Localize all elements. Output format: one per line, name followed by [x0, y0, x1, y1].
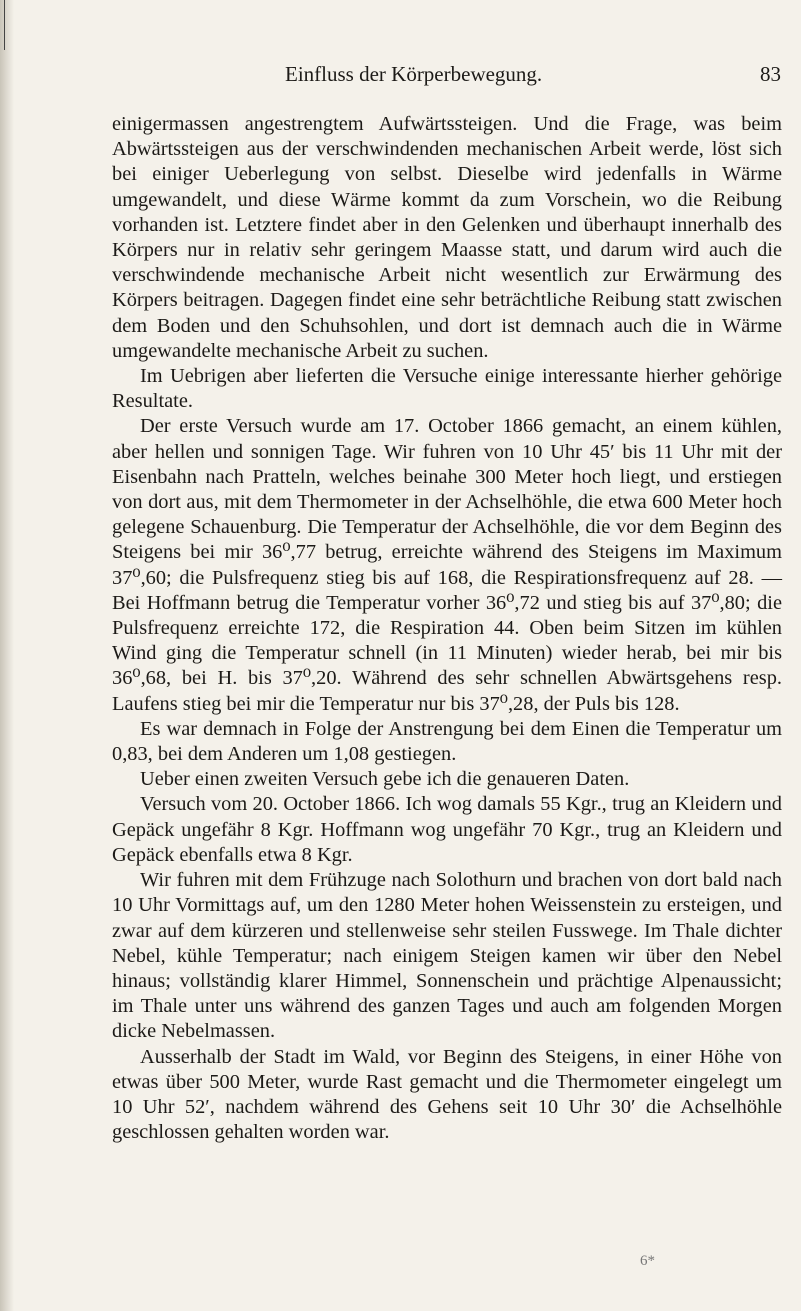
paragraph-3: Der erste Versuch wurde am 17. October 1866 gemacht, an einem kühlen, aber hellen und sonnigen Tage. Wir fuhren von 10 Uhr 45′ bis 11 Uhr mit der Eisenbahn nach Pratteln, welches beinahe 300 Meter hoch liegt, und erstiegen von dort aus, mit dem Thermometer in der Achselhöhle, die etwa 600 Meter hoch gelegene Schauenburg. Die Temperatur der Achselhöhle, die vor dem Beginn des Steigens bei mir 36⁰,77 betrug, erreichte während des Steigens im Maximum 37⁰,60; die Pulsfrequenz stieg bis auf 168, die Respirationsfrequenz auf 28. — Bei Hoffmann betrug die Temperatur vorher 36⁰,72 und stieg bis auf 37⁰,80; die Pulsfrequenz erreichte 172, die Respiration 44. Oben beim Sitzen im kühlen Wind ging die Temperatur schnell (in 11 Minuten) wieder herab, bei mir bis 36⁰,68, bei H. bis 37⁰,20. Während des sehr schnellen Abwärtsgehens resp. Laufens stieg bei mir die Temperatur nur bis 37⁰,28, der Puls bis 128.	[112, 415, 782, 715]
page-edge-line	[4, 0, 5, 50]
signature-mark: 6*	[640, 1253, 655, 1269]
paragraph-1: einigermassen angestrengtem Aufwärtssteigen. Und die Frage, was beim Abwärtssteigen aus der verschwindenden mechanischen Arbeit werde, löst sich bei einiger Ueberlegung von selbst. Dieselbe wird jedenfalls in Wärme umgewandelt, und diese Wärme kommt da zum Vorschein, wo die Reibung vorhanden ist. Letztere findet aber in den Gelenken und überhaupt innerhalb des Körpers nur in relativ sehr geringem Maasse statt, und darum wird auch die verschwindende mechanische Arbeit nicht wesentlich zur Erwärmung des Körpers beitragen. Dagegen findet eine sehr beträchtliche Reibung statt zwischen dem Boden und den Schuhsohlen, und dort ist demnach auch die in Wärme umgewandelte mechanische Arbeit zu suchen.	[112, 113, 782, 362]
paragraph-4: Es war demnach in Folge der Anstrengung bei dem Einen die Temperatur um 0,83, bei dem Anderen um 1,08 gestiegen.	[112, 717, 782, 766]
page-number: 83	[760, 62, 781, 86]
paragraph-8: Ausserhalb der Stadt im Wald, vor Beginn des Steigens, in einer Höhe von etwas über 500 Meter, wurde Rast gemacht und die Thermometer eingelegt um 10 Uhr 52′, nachdem während des Gehens seit 10 Uhr 30′ die Achselhöhle geschlossen gehalten worden war.	[112, 1045, 782, 1144]
paragraph-2: Im Uebrigen aber lieferten die Versuche einige interessante hierher gehörige Resultate.	[112, 365, 782, 413]
running-title: Einfluss der Körperbewegung.	[285, 62, 543, 86]
page-header	[285, 62, 781, 92]
body-text	[112, 112, 782, 1145]
paragraph-6: Versuch vom 20. October 1866. Ich wog damals 55 Kgr., trug an Kleidern und Gepäck ungefähr 8 Kgr. Hoffmann wog ungefähr 70 Kgr., trug an Kleidern und Gepäck ebenfalls etwa 8 Kgr.	[112, 793, 782, 866]
paragraph-5: Ueber einen zweiten Versuch gebe ich die genaueren Daten.	[140, 768, 630, 791]
page-gutter-shadow	[0, 0, 14, 1311]
paragraph-7: Wir fuhren mit dem Frühzuge nach Solothurn und brachen von dort bald nach 10 Uhr Vormittags auf, um den 1280 Meter hohen Weissenstein zu ersteigen, und zwar auf dem kürzeren und stellenweise sehr steilen Fusswege. Im Thale dichter Nebel, kühle Temperatur; nach einigem Steigen kamen wir über den Nebel hinaus; vollständig klarer Himmel, Sonnenschein und prächtige Alpenaussicht; im Thale unter uns während des ganzen Tages und auch am folgenden Morgen dicke Nebelmassen.	[112, 869, 782, 1043]
